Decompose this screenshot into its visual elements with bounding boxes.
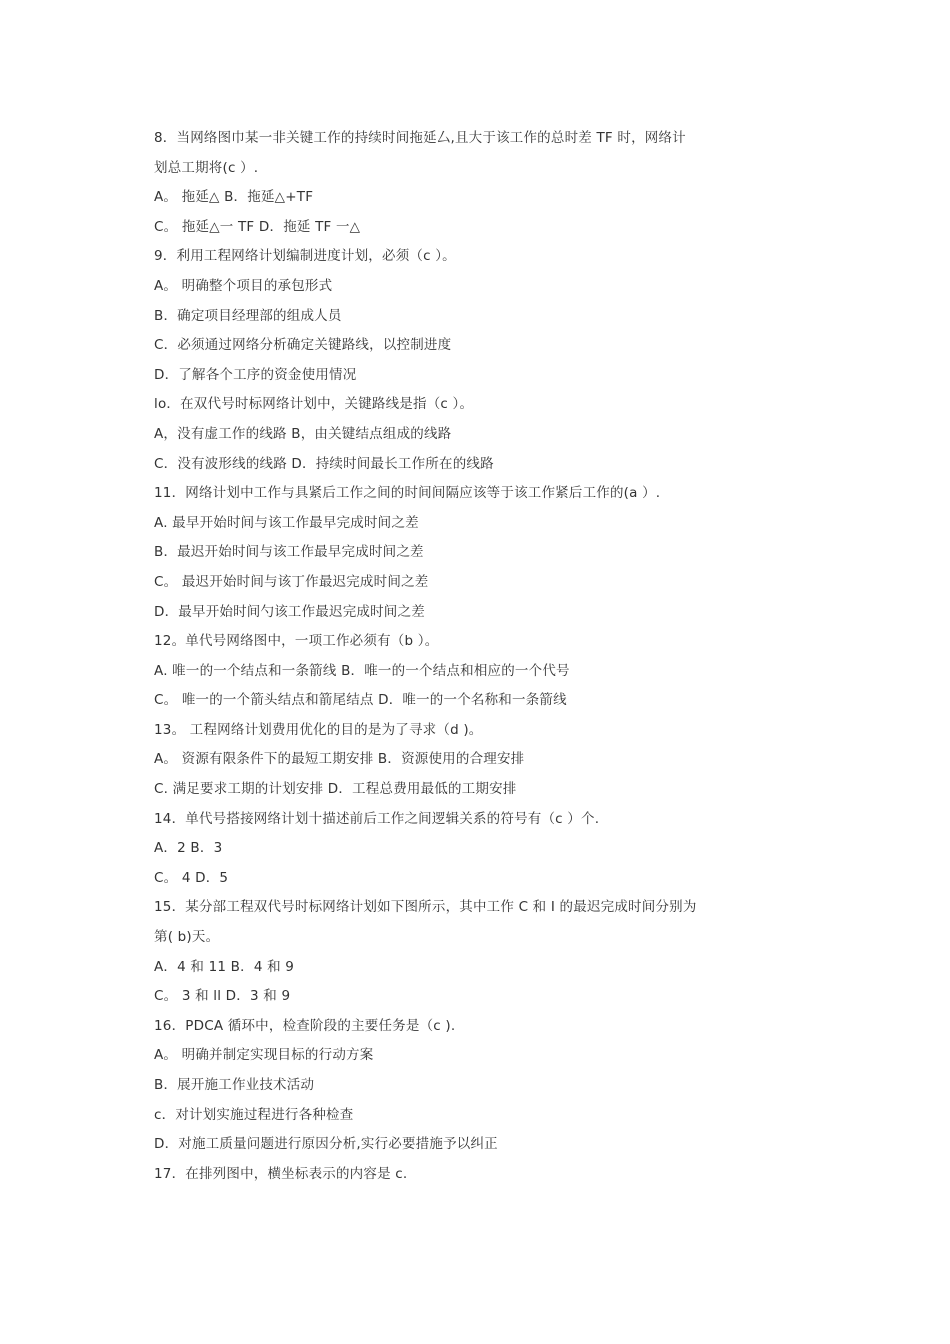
question-14-options-cd: C。 4 D．5 <box>154 869 229 886</box>
question-8-text-line-1: 8．当网络图巾某一非关键工作的持续时间拖延厶,且大于该工作的总时差 TF 时，网络计 <box>154 130 686 146</box>
question-10-options-cd: C．没有波形线的线路 D．持续时间最长工作所在的线路 <box>154 455 494 472</box>
question-11-option-a: A. 最早开始时间与该工作最早完成时间之差 <box>154 514 419 531</box>
question-9-text: 9．利用工程网络计划编制进度计划，必须（c ）。 <box>154 248 456 265</box>
question-13-text: 13。 工程网络计划费用优化的目的是为了寻求（d )。 <box>154 721 483 738</box>
question-16-text: 16．PDCA 循环中，检查阶段的主要任务是（c ). <box>154 1017 456 1034</box>
question-8-options-cd: C。 拖延△一 TF D．拖延 TF 一△ <box>154 218 361 235</box>
question-10-options-ab: A，没有虚工作的线路 B，由关键结点组成的线路 <box>154 425 452 442</box>
question-12-text: 12。单代号网络图中，一项工作必须有（b ）。 <box>154 633 439 650</box>
question-14-text: 14．单代号搭接网络计划十描述前后工作之间逻辑关系的符号有（c ）个. <box>154 810 600 827</box>
question-17-text: 17．在排列图中，横坐标表示的内容是 c. <box>154 1165 408 1182</box>
question-15-text-line-1: 15．某分部工程双代号时标网络计划如下图所示，其中工作 C 和 I 的最迟完成时间分别为 <box>154 899 697 916</box>
question-16-option-b: B．展开施工作业技术活动 <box>154 1077 315 1093</box>
question-15-options-ab: A．4 和 11 B．4 和 9 <box>154 958 295 975</box>
question-16-option-d: D．对施工质量问题进行原因分析,实行必要措施予以纠正 <box>154 1136 498 1153</box>
question-14-options-ab: A．2 B．3 <box>154 840 223 857</box>
question-11-option-c: C。 最迟开始时间与该丁作最迟完成时间之差 <box>154 573 429 590</box>
question-10-text: lo．在双代号时标网络计划中，关键路线是指（c ）。 <box>154 396 474 413</box>
question-9-option-b: B．确定项目经理部的组成人员 <box>154 307 342 324</box>
question-16-option-a: A。 明确并制定实现目标的行动方案 <box>154 1047 374 1064</box>
question-13-options-cd: C. 满足要求工期的计划安排 D．工程总费用最低的工期安排 <box>154 781 517 798</box>
question-16-option-c: c．对计划实施过程进行各种检查 <box>154 1106 354 1123</box>
document-body <box>154 124 754 1189</box>
question-8-text-line-2: 划总工期将(c ）. <box>154 159 259 176</box>
question-9-option-a: A。 明确整个项目的承包形式 <box>154 277 333 294</box>
question-13-options-ab: A。 资源有限条件下的最短工期安排 B．资源使用的合理安排 <box>154 751 525 768</box>
question-12-options-ab: A. 唯一的一个结点和一条箭线 B．唯一的一个结点和相应的一个代号 <box>154 662 570 679</box>
question-15-text-line-2: 第( b)天。 <box>154 929 220 946</box>
question-9-option-d: D．了解各个工序的资金使用情况 <box>154 366 357 383</box>
question-11-text: 11．网络计划中工作与具紧后工作之间的时间间隔应该等于该工作紧后工作的(a ）. <box>154 485 661 502</box>
question-11-option-d: D．最早开始时间勺该工作最迟完成时间之差 <box>154 603 425 620</box>
question-8-options-ab: A。 拖延△ B．拖延△+TF <box>154 189 314 206</box>
question-12-options-cd: C。 唯一的一个箭头结点和箭尾结点 D．唯一的一个名称和一条箭线 <box>154 692 567 709</box>
question-11-option-b: B．最迟开始时间与该工作最早完成时间之差 <box>154 544 424 561</box>
question-9-option-c: C．必须通过网络分析确定关键路线，以控制进度 <box>154 337 452 354</box>
question-15-options-cd: C。 3 和 ll D．3 和 9 <box>154 988 291 1005</box>
